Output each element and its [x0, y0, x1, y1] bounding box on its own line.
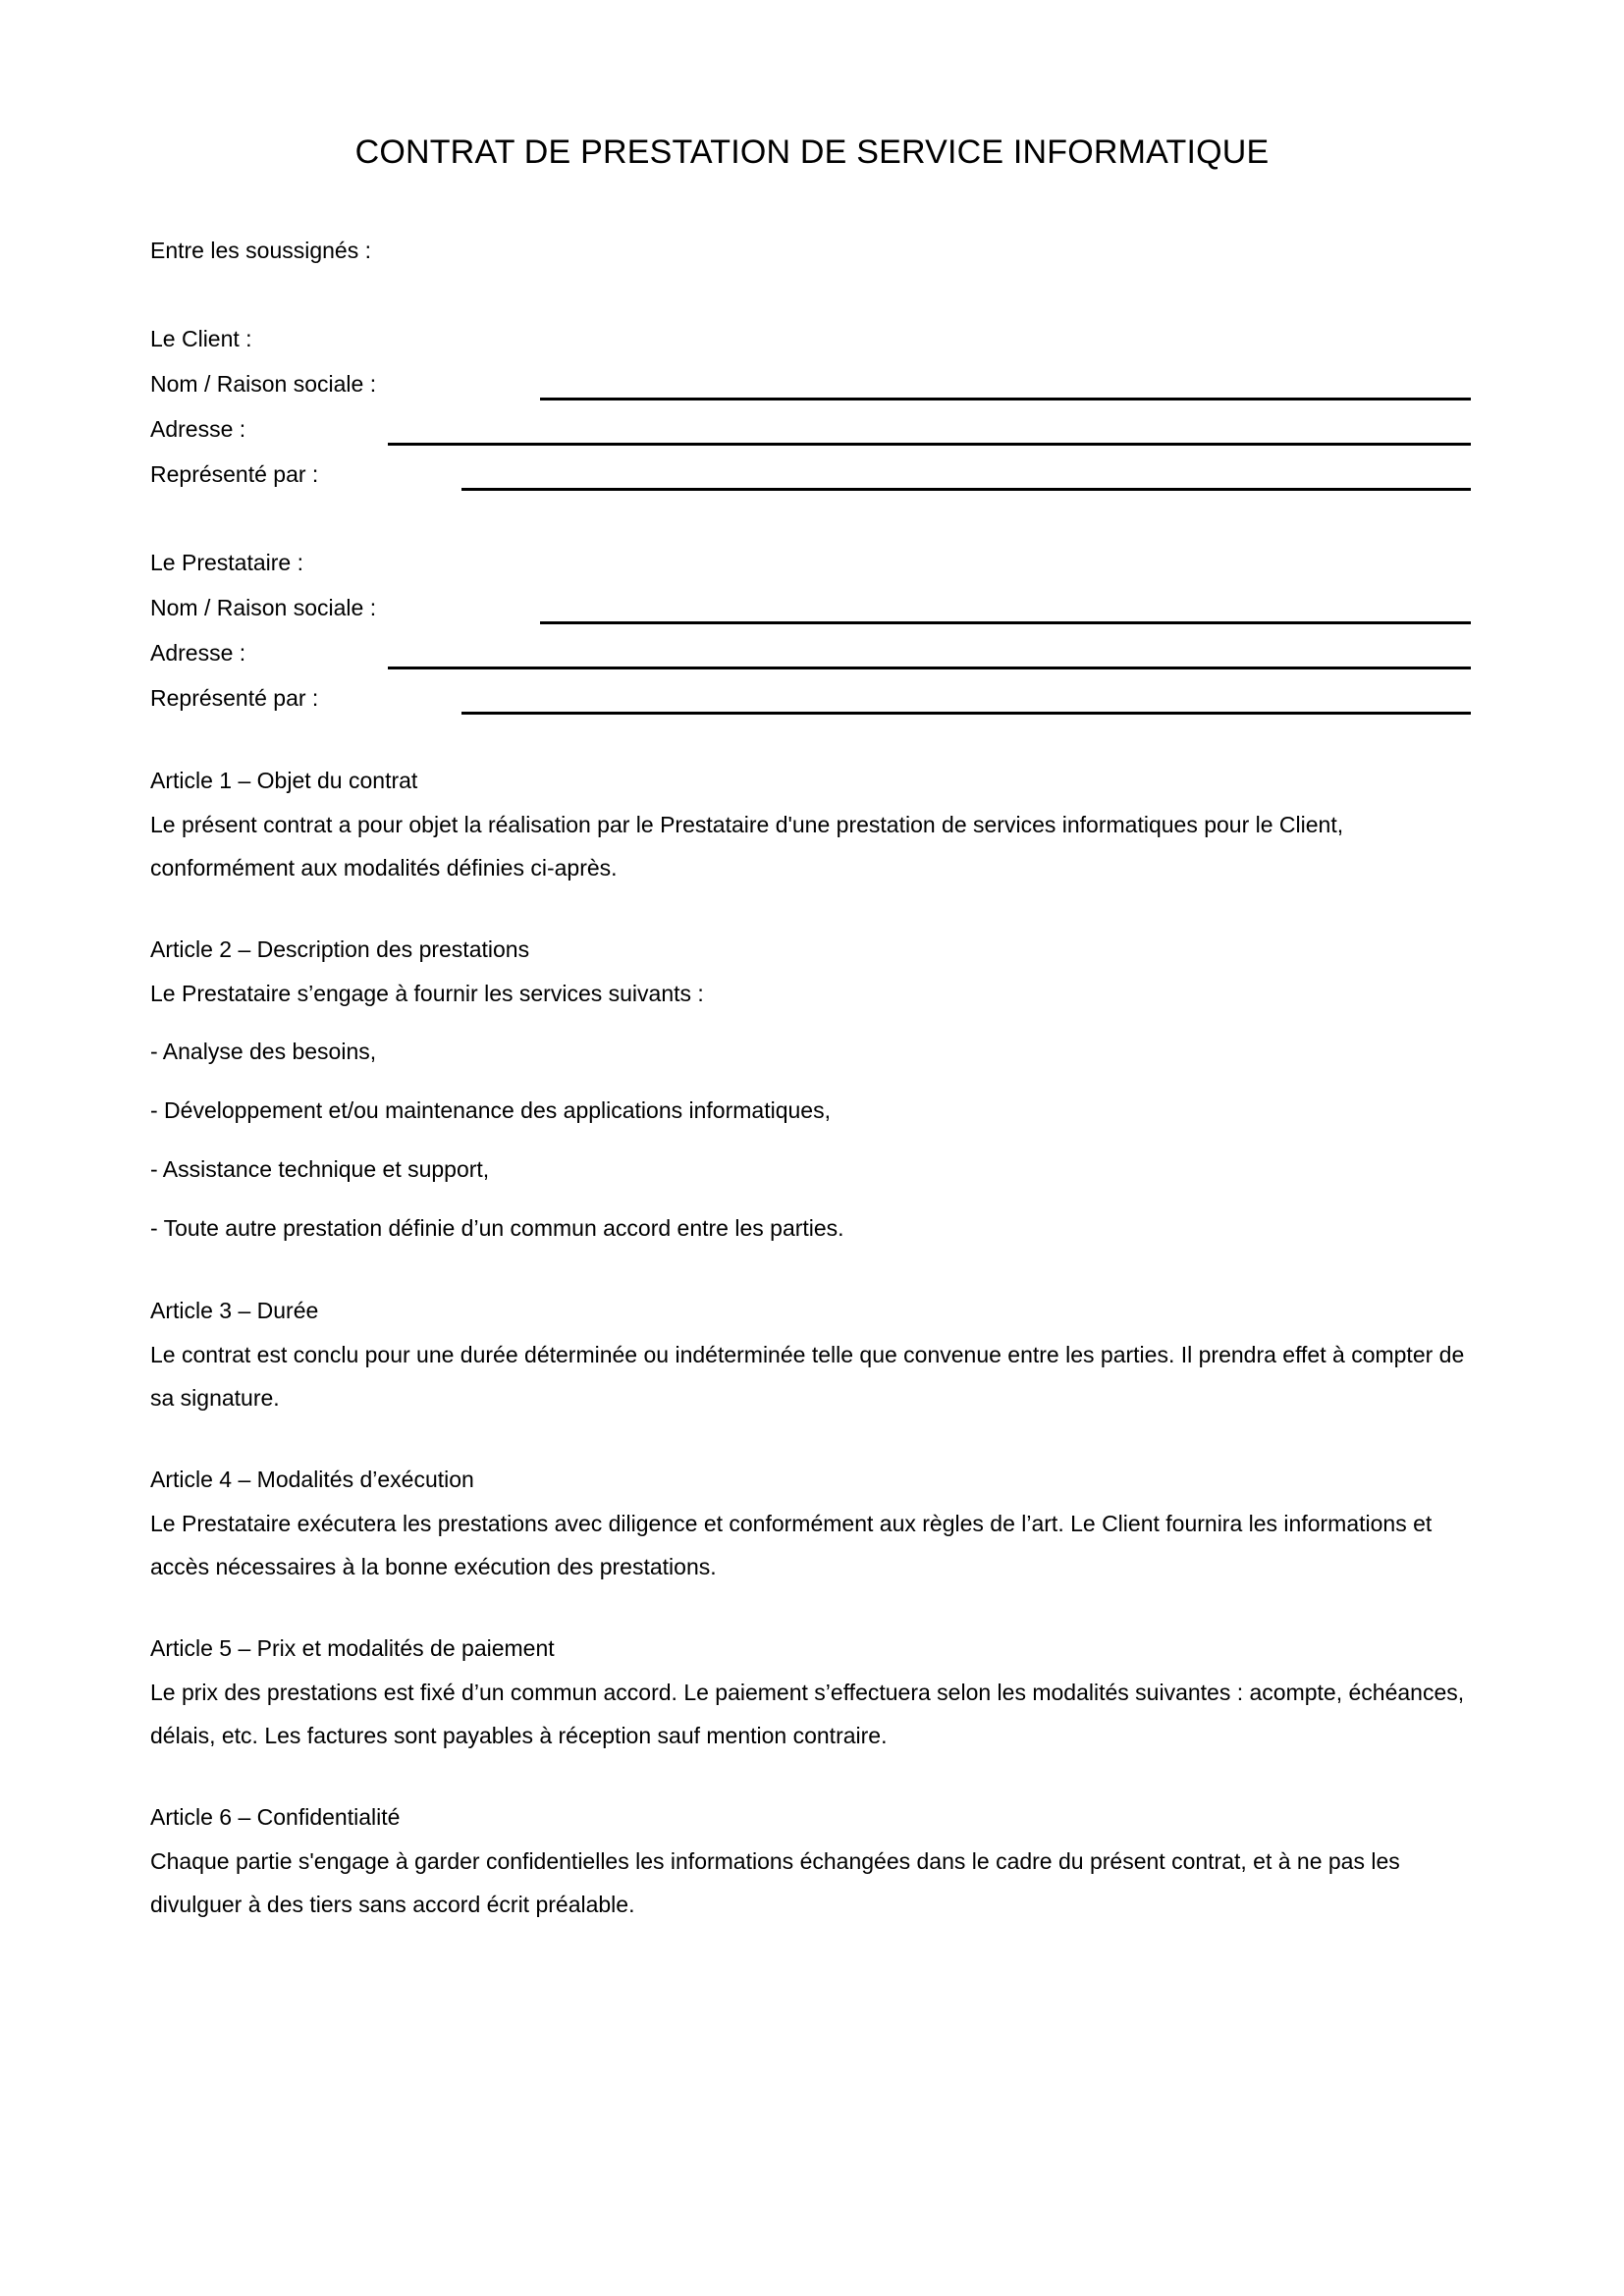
prestataire-represente-label: Représenté par : [150, 685, 319, 711]
article-section [150, 1794, 1471, 1926]
spacer [150, 1251, 1471, 1288]
party-block-prestataire [150, 540, 1471, 721]
list-item: - Développement et/ou maintenance des applications informatiques, [150, 1097, 831, 1123]
client-represente-input[interactable] [461, 488, 1471, 491]
article-heading: Article 6 – Confidentialité [150, 1804, 401, 1830]
article-body: Le contrat est conclu pour une durée déterminée ou indéterminée telle que convenue entre les parties. Il prendra effet à compter de sa signature. [150, 1342, 1465, 1411]
client-adresse-input[interactable] [388, 443, 1471, 446]
intro-text: Entre les soussignés : [150, 238, 372, 263]
article-heading: Article 3 – Durée [150, 1298, 319, 1323]
prestataire-nom-label: Nom / Raison sociale : [150, 595, 377, 620]
spacer [150, 889, 1471, 927]
client-heading: Le Client : [150, 326, 252, 351]
prestataire-represente-row [150, 675, 1471, 721]
list-item: - Toute autre prestation définie d’un commun accord entre les parties. [150, 1215, 844, 1241]
article-heading: Article 4 – Modalités d’exécution [150, 1467, 474, 1492]
party-block-client [150, 316, 1471, 497]
prestataire-adresse-input[interactable] [388, 667, 1471, 669]
spacer [150, 1757, 1471, 1794]
prestataire-heading: Le Prestataire : [150, 550, 303, 575]
client-nom-label: Nom / Raison sociale : [150, 371, 377, 397]
article-heading: Article 1 – Objet du contrat [150, 768, 418, 793]
page-title: CONTRAT DE PRESTATION DE SERVICE INFORMATIQUE [354, 133, 1270, 171]
article-heading: Article 2 – Description des prestations [150, 936, 530, 962]
article-section [150, 927, 1471, 1251]
client-nom-input[interactable] [540, 398, 1471, 400]
spacer [150, 1588, 1471, 1626]
article-section [150, 1626, 1471, 1757]
article-body: Chaque partie s'engage à garder confidentielles les informations échangées dans le cadre du présent contrat, et à ne pas les divulguer à des tiers sans accord écrit préalable. [150, 1848, 1400, 1917]
article-section [150, 1457, 1471, 1588]
client-represente-label: Représenté par : [150, 461, 319, 487]
spacer [150, 497, 1471, 540]
document-body [150, 228, 1471, 1926]
prestataire-adresse-label: Adresse : [150, 640, 246, 666]
article-section [150, 758, 1471, 889]
spacer [150, 1192, 1471, 1205]
client-adresse-label: Adresse : [150, 416, 246, 442]
spacer [150, 721, 1471, 758]
spacer [150, 1133, 1471, 1147]
prestataire-adresse-row [150, 630, 1471, 675]
article-body: Le prix des prestations est fixé d’un commun accord. Le paiement s’effectuera selon les modalités suivantes : acompte, échéances, délais, etc. Les factures sont payables à réception sauf mention contraire. [150, 1680, 1465, 1748]
article-body: Le Prestataire s’engage à fournir les services suivants : [150, 981, 704, 1006]
list-item: - Analyse des besoins, [150, 1039, 377, 1064]
article-heading: Article 5 – Prix et modalités de paiement [150, 1635, 555, 1661]
prestataire-nom-row [150, 585, 1471, 630]
prestataire-nom-input[interactable] [540, 621, 1471, 624]
prestataire-represente-input[interactable] [461, 712, 1471, 715]
client-adresse-row [150, 406, 1471, 452]
client-represente-row [150, 452, 1471, 497]
list-item: - Assistance technique et support, [150, 1156, 490, 1182]
spacer [150, 1419, 1471, 1457]
article-body: Le Prestataire exécutera les prestations avec diligence et conformément aux règles de l’art. Le Client fournira les informations et accès nécessaires à la bonne exécution des prestations. [150, 1511, 1433, 1579]
spacer [150, 1015, 1471, 1029]
client-nom-row [150, 361, 1471, 406]
article-body: Le présent contrat a pour objet la réalisation par le Prestataire d'une prestation de services informatiques pour le Client, conformément aux modalités définies ci-après. [150, 812, 1344, 881]
article-section [150, 1288, 1471, 1419]
spacer [150, 1074, 1471, 1088]
spacer [150, 273, 1471, 316]
